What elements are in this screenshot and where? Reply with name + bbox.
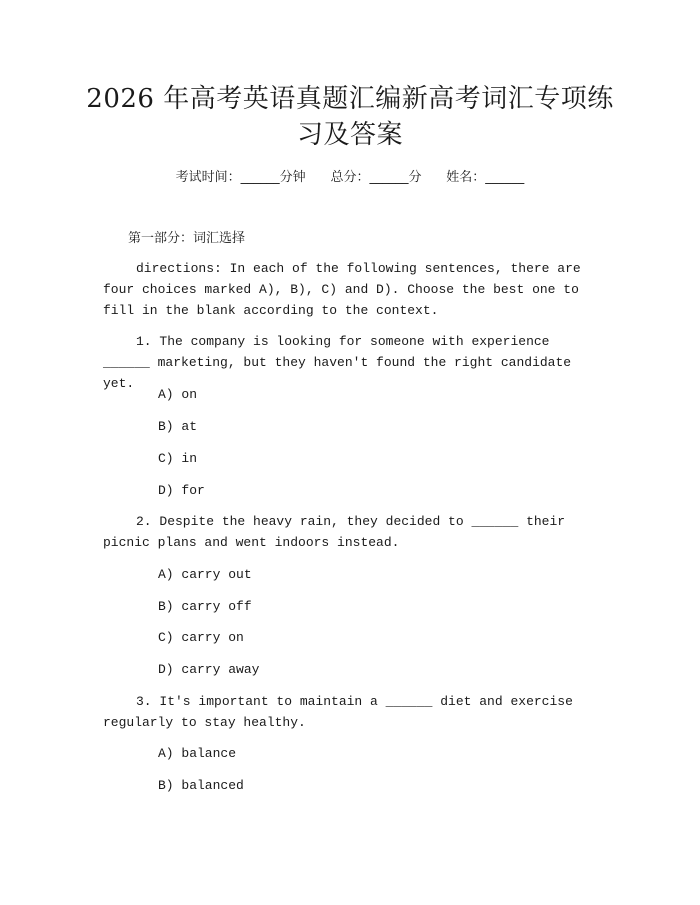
question-2-option-d: D) carry away bbox=[158, 662, 260, 677]
directions-paragraph: directions: In each of the following sentences, there are four choices marked A), B), C) and D). Choose the best one to fill in the blank according to the context. bbox=[103, 261, 581, 318]
section-heading: 第一部分：词汇选择 bbox=[128, 231, 246, 246]
question-3-stem: 3. It's important to maintain a ______ diet and exercise regularly to stay healthy. bbox=[103, 694, 573, 730]
question-2-option-b: B) carry off bbox=[158, 599, 252, 614]
question-2-stem: 2. Despite the heavy rain, they decided to ______ their picnic plans and went indoors instead. bbox=[103, 514, 566, 550]
question-1-option-d: D) for bbox=[158, 483, 205, 498]
question-1-option-c: C) in bbox=[158, 451, 198, 466]
question-2-option-a: A) carry out bbox=[158, 567, 252, 582]
document-title-line-1: 2026 年高考英语真题汇编新高考词汇专项练 bbox=[86, 84, 614, 114]
document-title-line-2: 习及答案 bbox=[296, 120, 403, 150]
question-3-option-a: A) balance bbox=[158, 746, 237, 761]
question-3-option-b: B) balanced bbox=[158, 778, 244, 793]
student-name-field: 姓名：______ bbox=[446, 170, 525, 185]
exam-meta bbox=[0, 169, 700, 187]
question-1-stem: 1. The company is looking for someone with experience ______ marketing, but they haven't found the right candidate yet. bbox=[103, 334, 572, 391]
total-score-field: 总分：______分 bbox=[330, 170, 422, 185]
exam-time-field: 考试时间：______分钟 bbox=[175, 170, 306, 185]
question-2-option-c: C) carry on bbox=[158, 630, 244, 645]
question-1-option-b: B) at bbox=[158, 419, 198, 434]
question-1-option-a: A) on bbox=[158, 387, 198, 402]
